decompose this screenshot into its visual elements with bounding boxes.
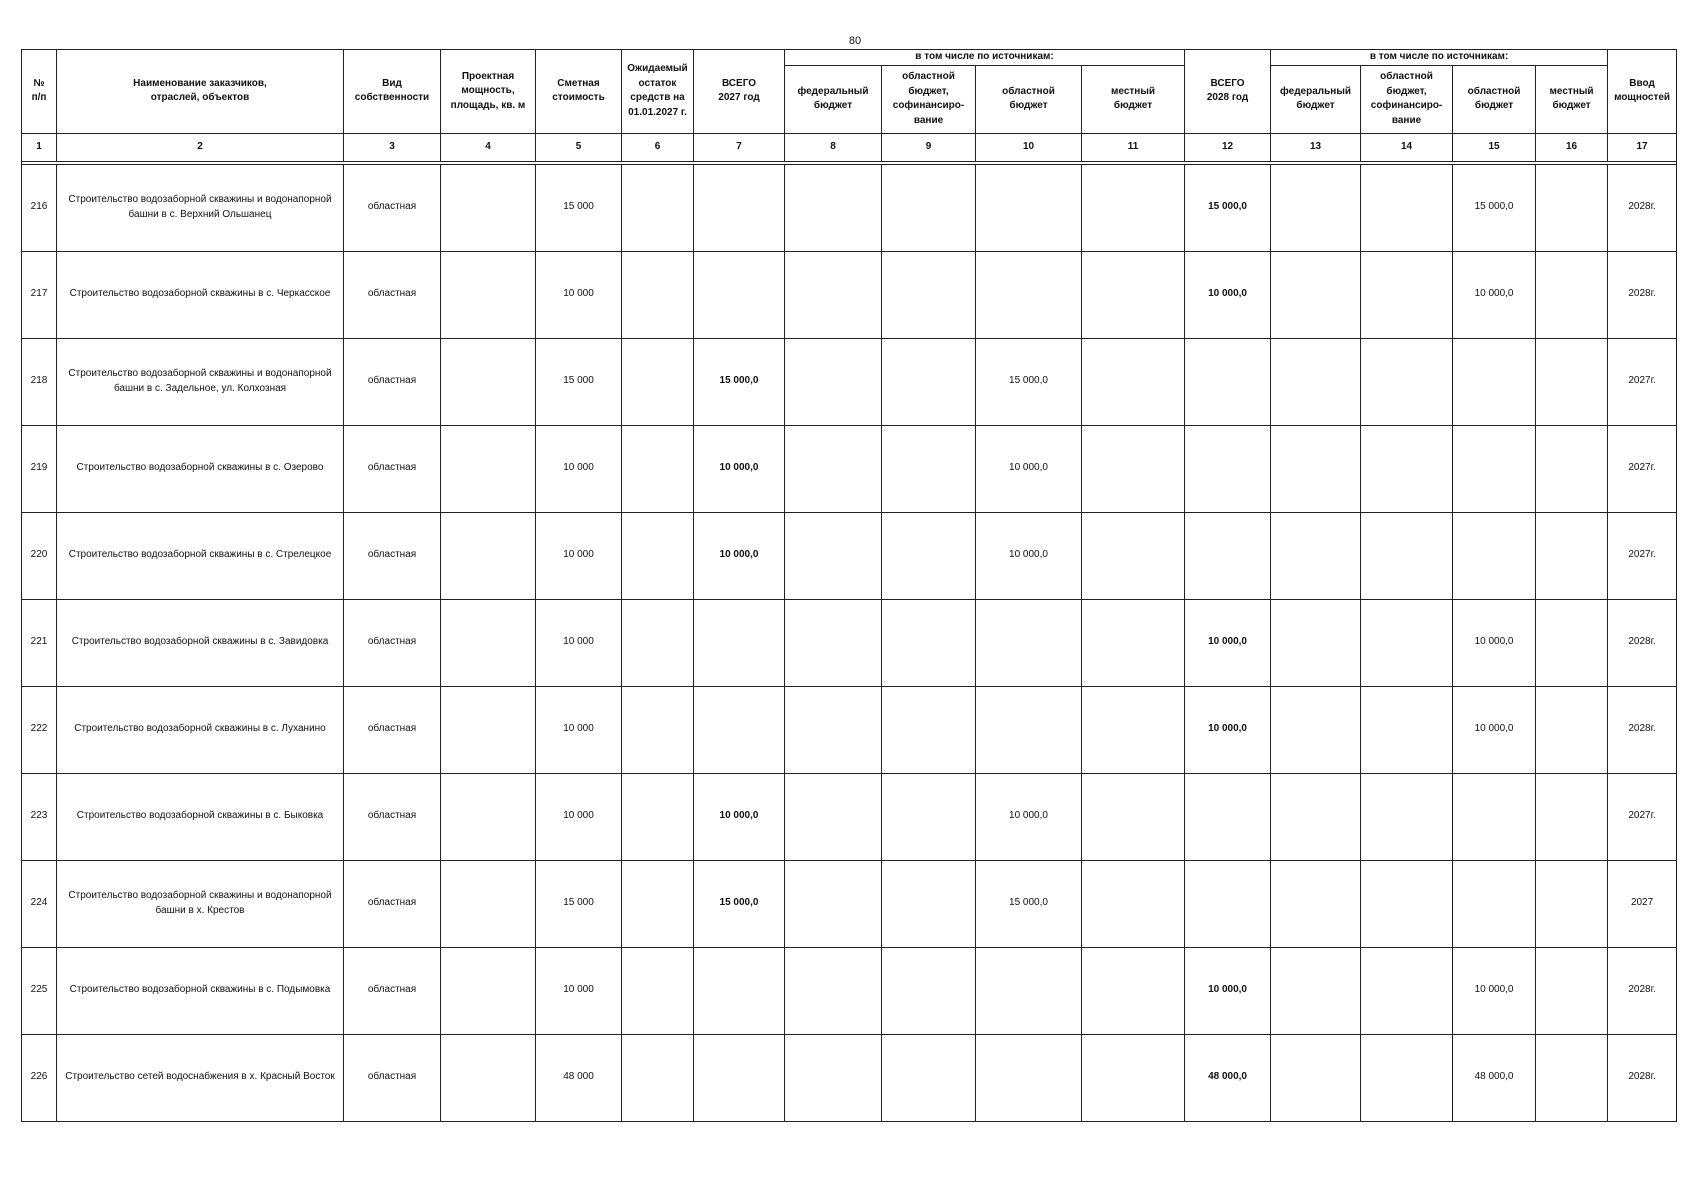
total-2027: 10 000,0: [694, 773, 785, 860]
estimated-cost: 10 000: [536, 599, 622, 686]
object-name: Строительство водозаборной скважины и водонапорной башни в с. Задельное, ул. Колхозная: [57, 338, 344, 425]
regional-cofin-2027-cell: [882, 599, 976, 686]
regional-cofin-2028-cell: [1361, 164, 1453, 251]
local-2027-cell: [1082, 1034, 1185, 1121]
object-name: Строительство водозаборной скважины в с. Луханино: [57, 686, 344, 773]
regional-cofin-2028-cell: [1361, 425, 1453, 512]
total-2028: [1185, 338, 1271, 425]
object-name: Строительство водозаборной скважины в с. Стрелецкое: [57, 512, 344, 599]
total-2028: 48 000,0: [1185, 1034, 1271, 1121]
object-name: Строительство водозаборной скважины в с. Озерово: [57, 425, 344, 512]
regional-2028: 10 000,0: [1453, 251, 1536, 338]
row-number: 220: [22, 512, 57, 599]
ownership-type: областная: [344, 338, 441, 425]
row-number: 221: [22, 599, 57, 686]
commissioning-year: 2028г.: [1608, 599, 1677, 686]
local-2028-cell: [1536, 686, 1608, 773]
regional-2027: 10 000,0: [976, 512, 1082, 599]
local-2027-cell: [1082, 164, 1185, 251]
federal-2028-cell: [1271, 947, 1361, 1034]
total-2027: [694, 686, 785, 773]
ownership-type: областная: [344, 164, 441, 251]
regional-2028: 10 000,0: [1453, 947, 1536, 1034]
column-number: 16: [1536, 133, 1608, 161]
local-2028-cell: [1536, 164, 1608, 251]
table-row: [22, 947, 1677, 1034]
federal-2027-cell: [785, 599, 882, 686]
row-number: 217: [22, 251, 57, 338]
total-2028: [1185, 773, 1271, 860]
column-number: 1: [22, 133, 57, 161]
commissioning-year: 2028г.: [1608, 686, 1677, 773]
object-name: Строительство водозаборной скважины в с. Черкасское: [57, 251, 344, 338]
commissioning-year: 2027г.: [1608, 338, 1677, 425]
federal-2028-cell: [1271, 860, 1361, 947]
total-2027: 10 000,0: [694, 425, 785, 512]
column-number: 3: [344, 133, 441, 161]
total-2027: [694, 251, 785, 338]
capacity-cell: [441, 686, 536, 773]
local-2027-cell: [1082, 425, 1185, 512]
regional-2027: [976, 1034, 1082, 1121]
table-row: [22, 599, 1677, 686]
ownership-type: областная: [344, 686, 441, 773]
header-name: Наименование заказчиков, отраслей, объектов: [57, 50, 344, 134]
header-capacity: Проектная мощность, площадь, кв. м: [441, 50, 536, 134]
federal-2028-cell: [1271, 425, 1361, 512]
local-2028-cell: [1536, 251, 1608, 338]
local-2027-cell: [1082, 512, 1185, 599]
total-2028: [1185, 860, 1271, 947]
regional-cofin-2027-cell: [882, 164, 976, 251]
expected-balance-cell: [622, 860, 694, 947]
ownership-type: областная: [344, 512, 441, 599]
estimated-cost: 10 000: [536, 512, 622, 599]
table-row: [22, 338, 1677, 425]
row-number: 216: [22, 164, 57, 251]
total-2028: 10 000,0: [1185, 686, 1271, 773]
header-commissioning: Ввод мощностей: [1608, 50, 1677, 134]
federal-2027-cell: [785, 338, 882, 425]
total-2028: 15 000,0: [1185, 164, 1271, 251]
total-2027: [694, 164, 785, 251]
federal-2027-cell: [785, 773, 882, 860]
total-2028: 10 000,0: [1185, 947, 1271, 1034]
column-number: 12: [1185, 133, 1271, 161]
commissioning-year: 2028г.: [1608, 251, 1677, 338]
header-local-2027: местный бюджет: [1082, 65, 1185, 133]
capacity-cell: [441, 164, 536, 251]
column-number: 11: [1082, 133, 1185, 161]
estimated-cost: 10 000: [536, 425, 622, 512]
ownership-type: областная: [344, 251, 441, 338]
total-2028: 10 000,0: [1185, 599, 1271, 686]
expected-balance-cell: [622, 512, 694, 599]
expected-balance-cell: [622, 251, 694, 338]
local-2027-cell: [1082, 686, 1185, 773]
commissioning-year: 2027г.: [1608, 773, 1677, 860]
federal-2027-cell: [785, 686, 882, 773]
local-2028-cell: [1536, 338, 1608, 425]
ownership-type: областная: [344, 599, 441, 686]
ownership-type: областная: [344, 1034, 441, 1121]
regional-cofin-2028-cell: [1361, 512, 1453, 599]
regional-cofin-2027-cell: [882, 1034, 976, 1121]
regional-2028: 10 000,0: [1453, 599, 1536, 686]
row-number: 219: [22, 425, 57, 512]
expected-balance-cell: [622, 773, 694, 860]
estimated-cost: 10 000: [536, 773, 622, 860]
total-2028: 10 000,0: [1185, 251, 1271, 338]
total-2027: [694, 599, 785, 686]
table-row: [22, 1034, 1677, 1121]
column-number: 14: [1361, 133, 1453, 161]
regional-cofin-2027-cell: [882, 686, 976, 773]
regional-cofin-2027-cell: [882, 338, 976, 425]
commissioning-year: 2027: [1608, 860, 1677, 947]
estimated-cost: 10 000: [536, 686, 622, 773]
regional-2028: [1453, 860, 1536, 947]
regional-2028: [1453, 338, 1536, 425]
row-number: 224: [22, 860, 57, 947]
expected-balance-cell: [622, 686, 694, 773]
local-2027-cell: [1082, 251, 1185, 338]
federal-2027-cell: [785, 860, 882, 947]
expected-balance-cell: [622, 1034, 694, 1121]
federal-2027-cell: [785, 251, 882, 338]
regional-cofin-2027-cell: [882, 251, 976, 338]
header-regional-cofin-2027: областной бюджет, софинансиро- вание: [882, 65, 976, 133]
total-2028: [1185, 512, 1271, 599]
local-2028-cell: [1536, 599, 1608, 686]
investment-table: [21, 49, 1677, 1122]
regional-cofin-2027-cell: [882, 860, 976, 947]
ownership-type: областная: [344, 425, 441, 512]
header-regional-cofin-2028: областной бюджет, софинансиро- вание: [1361, 65, 1453, 133]
capacity-cell: [441, 773, 536, 860]
local-2027-cell: [1082, 860, 1185, 947]
table-row: [22, 251, 1677, 338]
column-number: 2: [57, 133, 344, 161]
total-2027: [694, 1034, 785, 1121]
federal-2028-cell: [1271, 164, 1361, 251]
federal-2027-cell: [785, 164, 882, 251]
column-number: 10: [976, 133, 1082, 161]
table-row: [22, 860, 1677, 947]
header-sources-2028: в том числе по источникам:: [1271, 50, 1608, 66]
page-number: 80: [848, 35, 862, 47]
column-number: 7: [694, 133, 785, 161]
federal-2028-cell: [1271, 338, 1361, 425]
commissioning-year: 2028г.: [1608, 947, 1677, 1034]
column-number: 13: [1271, 133, 1361, 161]
estimated-cost: 15 000: [536, 860, 622, 947]
capacity-cell: [441, 251, 536, 338]
row-number: 218: [22, 338, 57, 425]
local-2028-cell: [1536, 425, 1608, 512]
regional-2027: [976, 947, 1082, 1034]
ownership-type: областная: [344, 947, 441, 1034]
regional-2028: [1453, 512, 1536, 599]
regional-2027: [976, 599, 1082, 686]
row-number: 225: [22, 947, 57, 1034]
total-2027: 15 000,0: [694, 338, 785, 425]
object-name: Строительство водозаборной скважины и водонапорной башни в с. Верхний Ольшанец: [57, 164, 344, 251]
local-2028-cell: [1536, 860, 1608, 947]
regional-2027: [976, 164, 1082, 251]
local-2027-cell: [1082, 773, 1185, 860]
estimated-cost: 15 000: [536, 164, 622, 251]
header-expected-balance: Ожидаемый остаток средств на 01.01.2027 г.: [622, 50, 694, 134]
federal-2028-cell: [1271, 1034, 1361, 1121]
local-2028-cell: [1536, 1034, 1608, 1121]
table-row: [22, 425, 1677, 512]
table-row: [22, 164, 1677, 251]
federal-2027-cell: [785, 1034, 882, 1121]
header-total-2028: ВСЕГО 2028 год: [1185, 50, 1271, 134]
federal-2028-cell: [1271, 599, 1361, 686]
column-number: 9: [882, 133, 976, 161]
local-2028-cell: [1536, 512, 1608, 599]
regional-2027: [976, 251, 1082, 338]
regional-cofin-2028-cell: [1361, 338, 1453, 425]
estimated-cost: 48 000: [536, 1034, 622, 1121]
commissioning-year: 2028г.: [1608, 164, 1677, 251]
object-name: Строительство водозаборной скважины в с. Быковка: [57, 773, 344, 860]
regional-cofin-2028-cell: [1361, 773, 1453, 860]
regional-2028: 48 000,0: [1453, 1034, 1536, 1121]
column-number: 6: [622, 133, 694, 161]
object-name: Строительство сетей водоснабжения в х. Красный Восток: [57, 1034, 344, 1121]
row-number: 222: [22, 686, 57, 773]
column-number: 4: [441, 133, 536, 161]
column-number: 17: [1608, 133, 1677, 161]
capacity-cell: [441, 947, 536, 1034]
estimated-cost: 10 000: [536, 947, 622, 1034]
regional-cofin-2028-cell: [1361, 599, 1453, 686]
table-row: [22, 512, 1677, 599]
capacity-cell: [441, 338, 536, 425]
expected-balance-cell: [622, 425, 694, 512]
local-2028-cell: [1536, 947, 1608, 1034]
table-row: [22, 686, 1677, 773]
header-sources-2027: в том числе по источникам:: [785, 50, 1185, 66]
table-body: [22, 161, 1677, 1121]
column-number: 8: [785, 133, 882, 161]
total-2027: 15 000,0: [694, 860, 785, 947]
federal-2028-cell: [1271, 773, 1361, 860]
regional-2027: 10 000,0: [976, 425, 1082, 512]
total-2027: 10 000,0: [694, 512, 785, 599]
row-number: 223: [22, 773, 57, 860]
total-2028: [1185, 425, 1271, 512]
object-name: Строительство водозаборной скважины в с. Завидовка: [57, 599, 344, 686]
regional-2028: 15 000,0: [1453, 164, 1536, 251]
federal-2028-cell: [1271, 512, 1361, 599]
row-number: 226: [22, 1034, 57, 1121]
regional-2028: [1453, 425, 1536, 512]
commissioning-year: 2027г.: [1608, 425, 1677, 512]
regional-2027: 15 000,0: [976, 338, 1082, 425]
capacity-cell: [441, 860, 536, 947]
regional-cofin-2028-cell: [1361, 860, 1453, 947]
regional-2028: [1453, 773, 1536, 860]
regional-cofin-2027-cell: [882, 947, 976, 1034]
capacity-cell: [441, 425, 536, 512]
expected-balance-cell: [622, 338, 694, 425]
ownership-type: областная: [344, 860, 441, 947]
estimated-cost: 15 000: [536, 338, 622, 425]
regional-cofin-2027-cell: [882, 512, 976, 599]
federal-2027-cell: [785, 947, 882, 1034]
regional-cofin-2028-cell: [1361, 686, 1453, 773]
header-total-2027: ВСЕГО 2027 год: [694, 50, 785, 134]
header-federal-2027: федеральный бюджет: [785, 65, 882, 133]
column-number: 15: [1453, 133, 1536, 161]
ownership-type: областная: [344, 773, 441, 860]
capacity-cell: [441, 1034, 536, 1121]
capacity-cell: [441, 512, 536, 599]
federal-2027-cell: [785, 512, 882, 599]
header-estimated-cost: Сметная стоимость: [536, 50, 622, 134]
column-number: 5: [536, 133, 622, 161]
expected-balance-cell: [622, 947, 694, 1034]
local-2028-cell: [1536, 773, 1608, 860]
header-federal-2028: федеральный бюджет: [1271, 65, 1361, 133]
regional-cofin-2028-cell: [1361, 1034, 1453, 1121]
header-regional-2027: областной бюджет: [976, 65, 1082, 133]
federal-2027-cell: [785, 425, 882, 512]
expected-balance-cell: [622, 164, 694, 251]
regional-cofin-2027-cell: [882, 773, 976, 860]
table-row: [22, 773, 1677, 860]
commissioning-year: 2027г.: [1608, 512, 1677, 599]
local-2027-cell: [1082, 599, 1185, 686]
regional-cofin-2028-cell: [1361, 251, 1453, 338]
header-ownership: Вид собственности: [344, 50, 441, 134]
regional-2027: 15 000,0: [976, 860, 1082, 947]
object-name: Строительство водозаборной скважины и водонапорной башни в х. Крестов: [57, 860, 344, 947]
regional-2027: 10 000,0: [976, 773, 1082, 860]
local-2027-cell: [1082, 947, 1185, 1034]
header-num: № п/п: [22, 50, 57, 134]
regional-2027: [976, 686, 1082, 773]
federal-2028-cell: [1271, 251, 1361, 338]
total-2027: [694, 947, 785, 1034]
object-name: Строительство водозаборной скважины в с. Подымовка: [57, 947, 344, 1034]
estimated-cost: 10 000: [536, 251, 622, 338]
capacity-cell: [441, 599, 536, 686]
regional-2028: 10 000,0: [1453, 686, 1536, 773]
federal-2028-cell: [1271, 686, 1361, 773]
regional-cofin-2028-cell: [1361, 947, 1453, 1034]
header-regional-2028: областной бюджет: [1453, 65, 1536, 133]
local-2027-cell: [1082, 338, 1185, 425]
expected-balance-cell: [622, 599, 694, 686]
commissioning-year: 2028г.: [1608, 1034, 1677, 1121]
regional-cofin-2027-cell: [882, 425, 976, 512]
header-local-2028: местный бюджет: [1536, 65, 1608, 133]
